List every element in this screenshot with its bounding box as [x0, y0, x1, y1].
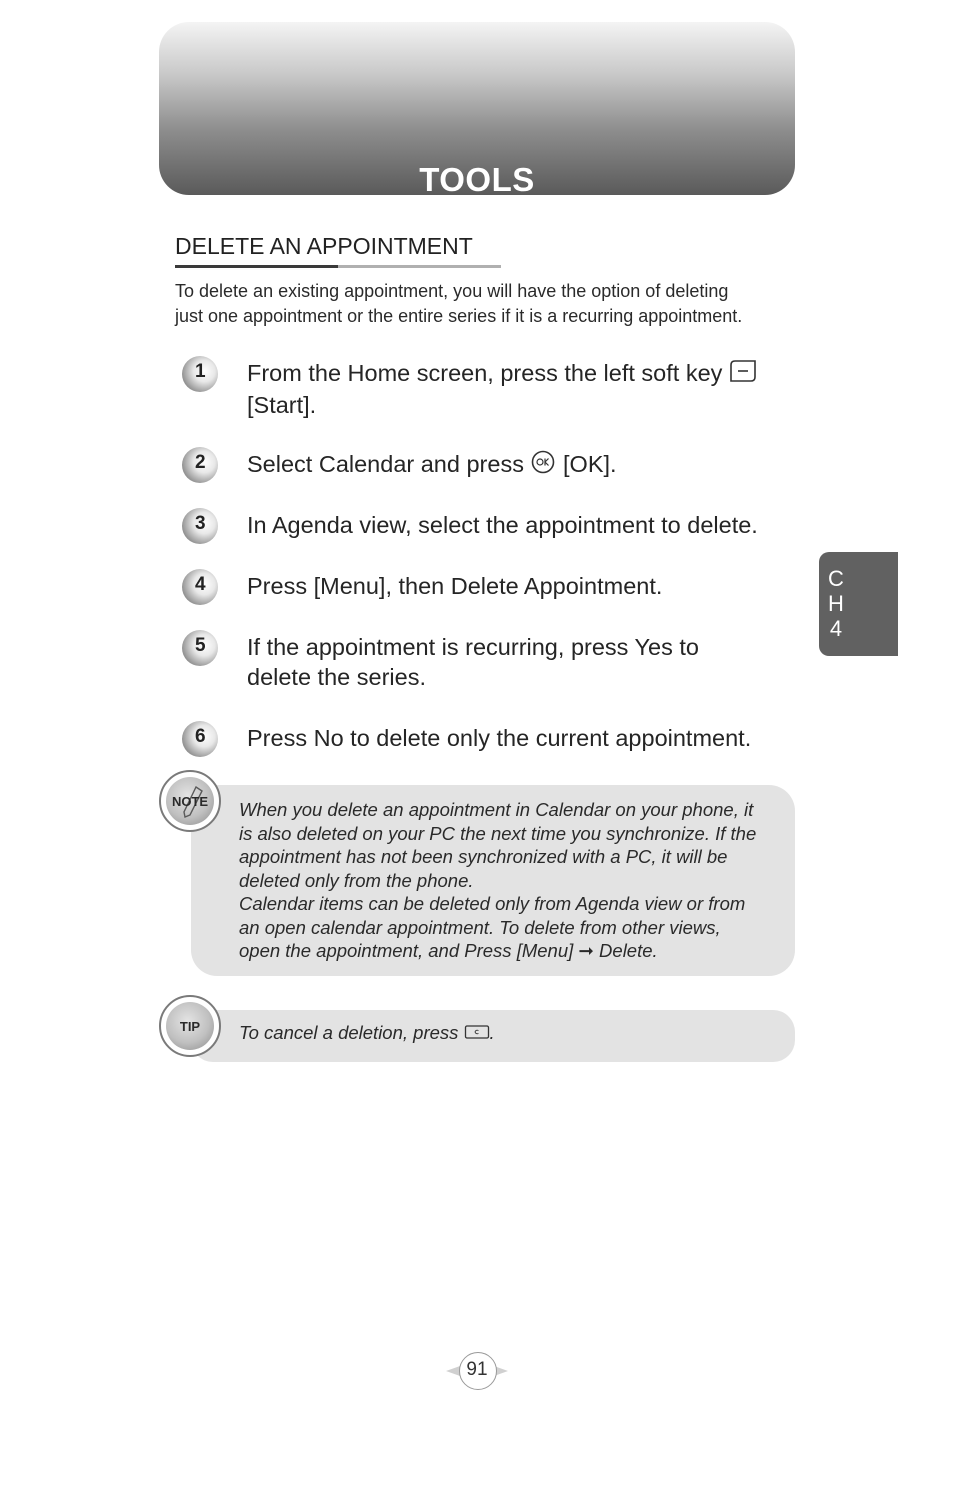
section-heading: DELETE AN APPOINTMENT [175, 233, 473, 259]
step-text: Press [Menu], then Delete Appointment. [247, 573, 663, 599]
intro-line: just one appointment or the entire series if it is a recurring appointment. [175, 306, 743, 326]
step-text: If the appointment is recurring, press Yes to delete the series. [247, 634, 699, 690]
chapter-tab-letter: H [828, 591, 844, 616]
note-label: NOTE [171, 794, 209, 809]
ok-key-icon [530, 449, 556, 482]
tip-badge [159, 995, 221, 1057]
step-text: In Agenda view, select the appointment to delete. [247, 512, 758, 538]
step-text: Press No to delete only the current appointment. [247, 725, 752, 751]
left-soft-key-icon [729, 359, 757, 390]
note-text: When you delete an appointment in Calendar on your phone, it is also deleted on your PC the next time you synchronize. If the appointment has not been synchronized with a PC, it will be deleted only from the phone. Calendar items can be deleted only from Agenda view or from an open calendar appointment. To delete from other views, open the appointment, and Press [Menu] ➞ Delete. [239, 799, 757, 961]
chapter-tab-letter: C [828, 566, 844, 591]
step-number-badge: 5 [182, 630, 218, 666]
step-number-badge: 1 [182, 356, 218, 392]
note-badge [159, 770, 221, 832]
clear-key-icon [464, 1023, 490, 1045]
intro-line: To delete an existing appointment, you will have the option of deleting [175, 281, 729, 301]
step-number-badge: 3 [182, 508, 218, 544]
right-arrow-icon: ➞ [578, 940, 594, 961]
chapter-header-banner [159, 22, 795, 198]
chapter-tab [819, 552, 898, 656]
step-number-badge: 2 [182, 447, 218, 483]
step-text: Select Calendar and press [OK]. [247, 449, 807, 482]
step-text: From the Home screen, press the left soft key [Start]. [247, 358, 807, 420]
heading-underline-light [338, 265, 501, 268]
step-number-badge: 4 [182, 569, 218, 605]
tip-text: To cancel a deletion, press . [239, 1022, 495, 1045]
page-title: TOOLS [419, 161, 535, 198]
page-number: 91 [446, 1352, 508, 1392]
step-number-badge: 6 [182, 721, 218, 757]
tip-label: TIP [179, 1019, 201, 1034]
intro-paragraph [175, 279, 815, 329]
heading-underline [175, 265, 338, 268]
chapter-tab-number: 4 [829, 616, 843, 641]
